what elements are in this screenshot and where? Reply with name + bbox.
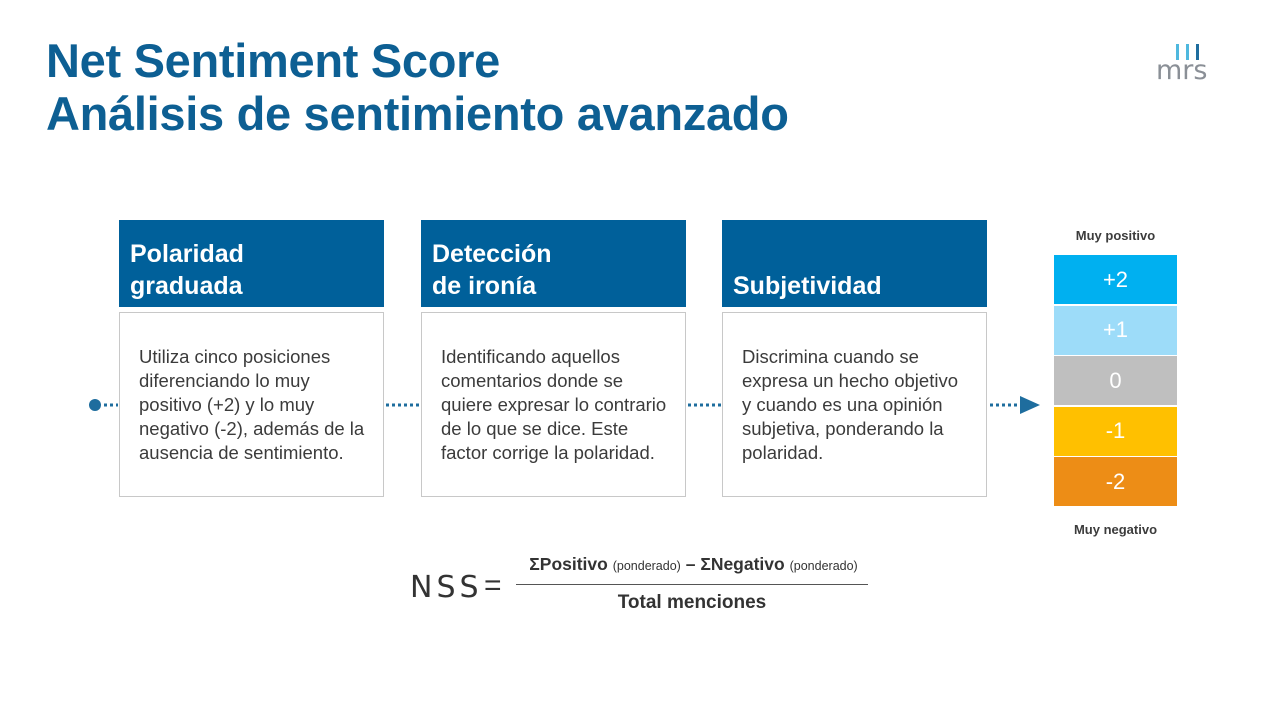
numerator-minus: – [685, 554, 696, 574]
scale-level: +1 [1054, 306, 1177, 355]
page-title [46, 34, 789, 140]
card-body-text: Discrimina cuando se expresa un hecho objetivo y cuando es una opinión subjetiva, ponderando la polaridad. [742, 345, 958, 463]
polarity-scale [1054, 255, 1177, 508]
nss-formula [410, 552, 890, 622]
card-body-polaridad [119, 312, 384, 497]
card-heading-subjetividad [722, 220, 987, 307]
scale-level: -2 [1054, 457, 1177, 506]
card-heading-text: Subjetividad [733, 272, 882, 300]
title-line-1: Net Sentiment Score [46, 34, 500, 87]
numerator-negative: ΣNegativo [700, 554, 785, 574]
card-body-subjetividad [722, 312, 987, 497]
card-heading-text: Detección de ironía [432, 240, 552, 300]
scale-top-label: Muy positivo [1075, 228, 1156, 243]
formula-numerator [516, 554, 871, 575]
logo-text: mrs [1156, 55, 1208, 86]
card-body-text: Utiliza cinco posiciones diferenciando lo muy positivo (+2) y lo muy negativo (-2), además de la ausencia de sentimiento. [139, 345, 365, 463]
scale-bottom-label: Muy negativo [1073, 522, 1158, 537]
card-heading-polaridad [119, 220, 384, 307]
numerator-negative-note: (ponderado) [789, 559, 858, 573]
scale-level: +2 [1054, 255, 1177, 304]
card-heading-text: Polaridad graduada [130, 240, 244, 300]
numerator-positive-note: (ponderado) [612, 559, 681, 573]
flow-arrow-icon [1020, 396, 1040, 414]
title-line-2: Análisis de sentimiento avanzado [46, 87, 789, 140]
fraction-line [516, 584, 868, 585]
numerator-positive: ΣPositivo [529, 554, 608, 574]
card-body-ironia [421, 312, 686, 497]
scale-level: -1 [1054, 407, 1177, 456]
scale-level: 0 [1054, 356, 1177, 405]
formula-lhs: NSS [410, 570, 483, 605]
card-body-text: Identificando aquellos comentarios donde se quiere expresar lo contrario de lo que se dice. Este factor corrige la polaridad. [441, 345, 667, 463]
formula-denominator: Total menciones [617, 592, 767, 613]
flow-start-dot [89, 399, 101, 411]
mrs-logo [1156, 42, 1216, 86]
card-heading-ironia [421, 220, 686, 307]
formula-equals: = [484, 569, 502, 602]
